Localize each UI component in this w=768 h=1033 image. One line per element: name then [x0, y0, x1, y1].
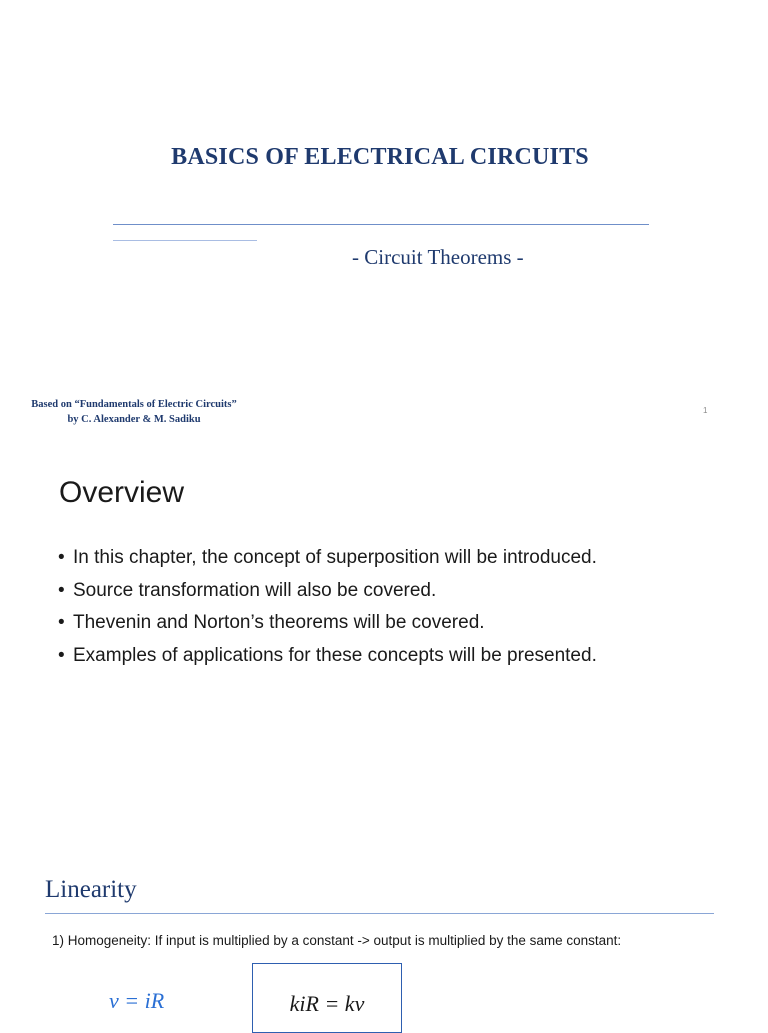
- overview-bullet-list: [58, 547, 597, 677]
- overview-title: Overview: [59, 476, 185, 509]
- ohms-law-formula: v = iR: [109, 988, 165, 1013]
- scaled-formula: kiR = kv: [289, 991, 365, 1016]
- overview-slide: [0, 440, 768, 840]
- list-item-text: Thevenin and Norton’s theorems will be covered.: [73, 612, 485, 633]
- bullet-icon: •: [58, 644, 65, 666]
- title-divider-short: [113, 240, 257, 241]
- bullet-icon: •: [58, 579, 65, 601]
- credit-line-authors: by C. Alexander & M. Sadiku: [67, 414, 201, 425]
- title-slide: [0, 0, 768, 440]
- list-item: [58, 547, 597, 580]
- list-item: [58, 580, 597, 613]
- list-item-text: In this chapter, the concept of superposition will be introduced.: [73, 547, 597, 568]
- page-number: 1: [703, 406, 708, 415]
- bullet-icon: •: [58, 612, 65, 633]
- list-item-text: Examples of applications for these concepts will be presented.: [73, 644, 597, 666]
- source-credit: [0, 397, 268, 427]
- list-item: [58, 612, 597, 645]
- list-item-text: Source transformation will also be covered.: [73, 579, 437, 601]
- formula-box: [252, 963, 402, 1033]
- title-divider: [113, 224, 649, 225]
- linearity-slide: [0, 840, 768, 1024]
- list-item: [58, 645, 597, 678]
- bullet-icon: •: [58, 547, 65, 568]
- slide-subtitle: - Circuit Theorems -: [352, 245, 524, 269]
- linearity-title: Linearity: [45, 876, 137, 903]
- title-underline: [45, 913, 714, 914]
- homogeneity-statement: 1) Homogeneity: If input is multiplied by a constant -> output is multiplied by the same constant:: [52, 933, 622, 948]
- credit-line-book: Based on “Fundamentals of Electric Circuits”: [31, 399, 237, 410]
- slide-title: BASICS OF ELECTRICAL CIRCUITS: [171, 144, 589, 170]
